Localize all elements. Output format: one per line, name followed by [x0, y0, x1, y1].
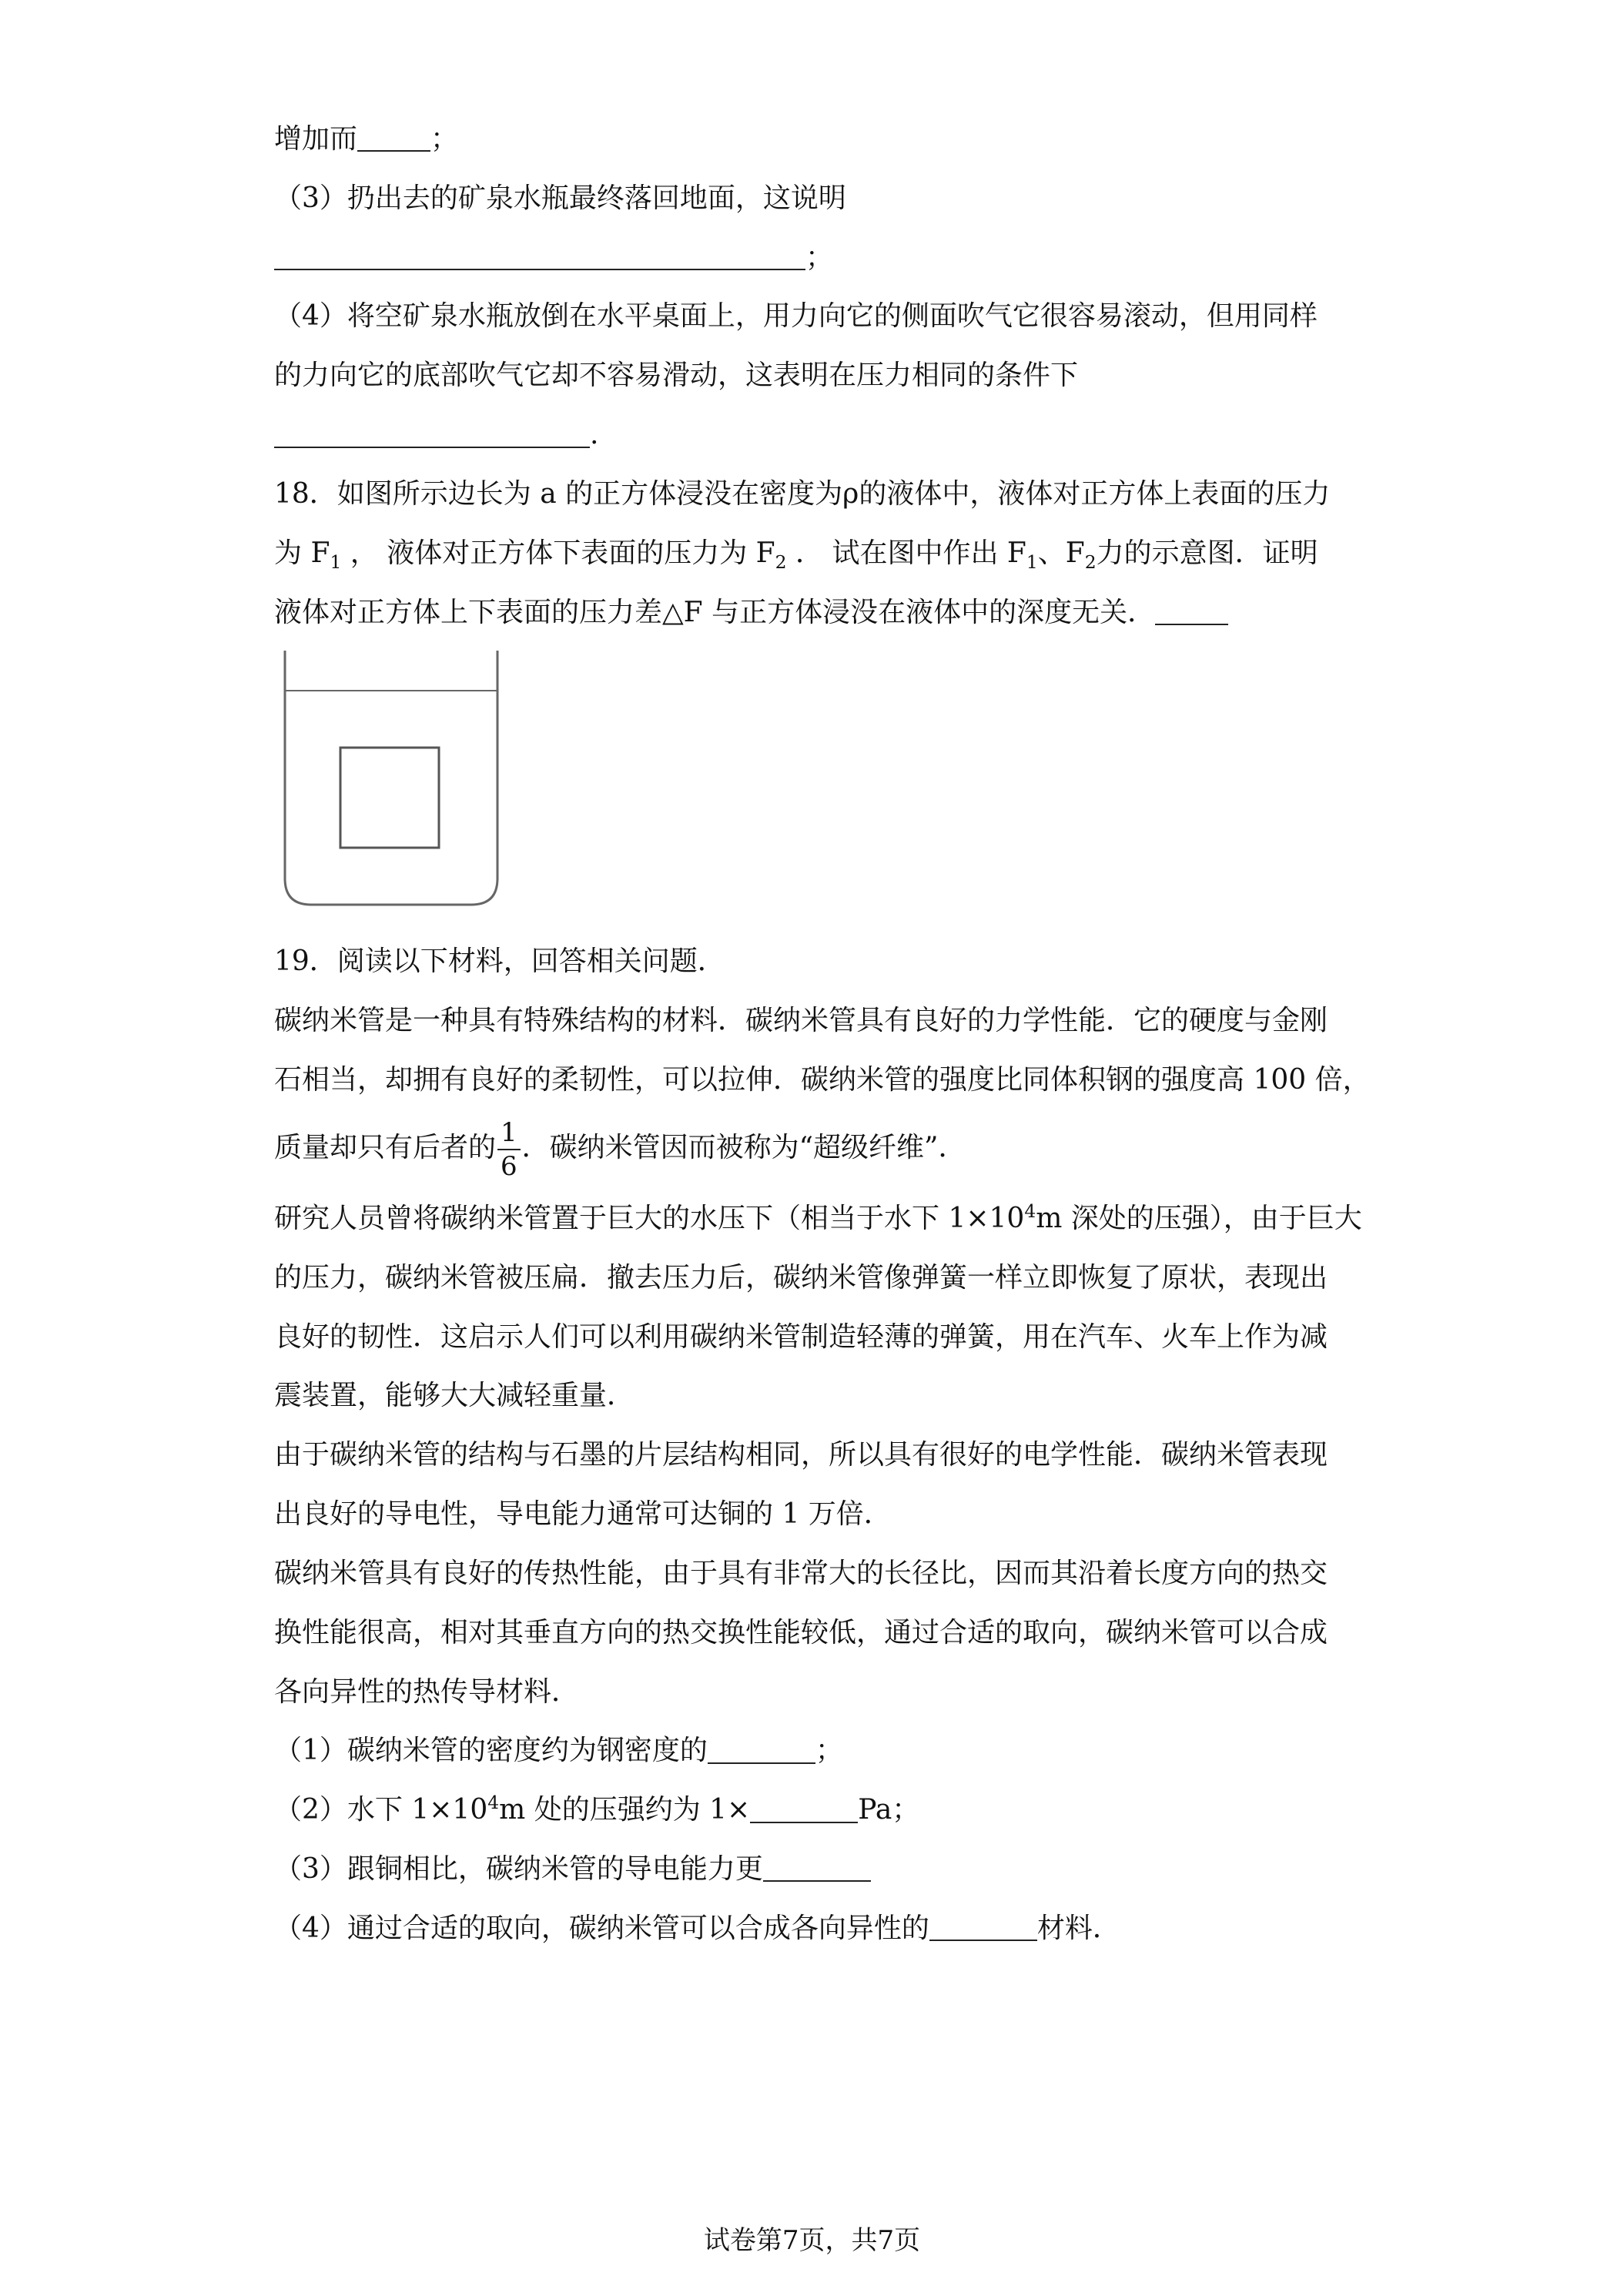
subscript: 2: [1084, 551, 1097, 573]
text-segment: （3）跟铜相比，碳纳米管的导电能力更: [274, 1853, 763, 1886]
q17-item-4-line1: [274, 296, 1368, 336]
q19-p2-line1: [274, 1199, 1368, 1239]
text-segment: ；: [805, 241, 834, 273]
q17-item-3: [274, 179, 1368, 219]
text-segment: 力的示意图．证明: [1096, 537, 1318, 569]
text-segment: 碳纳米管是一种具有特殊结构的材料．碳纳米管具有良好的力学性能．它的硬度与金刚: [274, 1005, 1328, 1037]
text-segment: ；: [815, 1735, 843, 1767]
text-segment: 各向异性的热传导材料．: [274, 1675, 580, 1708]
text-segment: 质量却只有后者的: [274, 1131, 497, 1163]
text-segment: （4）将空矿泉水瓶放倒在水平桌面上，用力向它的侧面吹气它很容易滚动，但用同样: [274, 300, 1318, 333]
page-footer: 试卷第7页，共7页: [703, 2225, 921, 2256]
text-segment: （3）扔出去的矿泉水瓶最终落回地面，这说明: [274, 182, 846, 214]
answer-blank[interactable]: [750, 1791, 858, 1823]
text-segment: 的力向它的底部吹气它却不容易滑动，这表明在压力相同的条件下: [274, 360, 1079, 392]
text-segment: Pa；: [858, 1794, 920, 1826]
q17-item-4-line2: [274, 356, 1368, 396]
text-segment: 、F: [1037, 537, 1085, 569]
page-content: [274, 119, 1371, 1949]
q19-p1-line3: [274, 1116, 1368, 1182]
q18-line3: [274, 593, 1368, 633]
text-segment: 材料．: [1036, 1912, 1120, 1944]
q17-line-continuation: [274, 119, 1368, 159]
fraction-numerator: 1: [497, 1120, 521, 1150]
answer-blank[interactable]: [929, 1909, 1037, 1942]
text-segment: ， 液体对正方体下表面的压力为 F: [350, 537, 775, 569]
q19-p4-line3: [274, 1672, 1368, 1712]
q18-line2: [274, 534, 1368, 574]
answer-blank[interactable]: [357, 120, 430, 152]
text-segment: 碳纳米管具有良好的传热性能，由于具有非常大的长径比，因而其沿着长度方向的热交: [274, 1557, 1328, 1589]
text-segment: 增加而: [274, 123, 358, 155]
answer-blank[interactable]: [274, 416, 590, 448]
q19-p4-line2: [274, 1613, 1368, 1653]
text-segment: 的压力，碳纳米管被压扁．撤去压力后，碳纳米管像弹簧一样立即恢复了原状，表现出: [274, 1261, 1328, 1294]
fraction-denominator: 6: [501, 1150, 517, 1182]
text-segment: ．碳纳米管因而被称为“超级纤维”．: [521, 1131, 966, 1163]
q19-p4-line1: [274, 1554, 1368, 1594]
text-segment: 由于碳纳米管的结构与石墨的片层结构相同，所以具有很好的电学性能．碳纳米管表现: [274, 1439, 1328, 1471]
text-segment: 石相当，却拥有良好的柔韧性，可以拉伸．碳纳米管的强度比同体积钢的强度高 100 倍，: [274, 1064, 1371, 1096]
answer-blank[interactable]: [763, 1850, 871, 1883]
q17-item-3-answer-line: [274, 238, 1368, 278]
subscript: 1: [1026, 551, 1038, 573]
text-segment: 震装置，能够大大减轻重量．: [274, 1380, 635, 1412]
q19-question-4: [274, 1909, 1368, 1949]
q19-p1-line1: [274, 1001, 1368, 1041]
superscript: 4: [487, 1792, 500, 1814]
q18-figure-container: [274, 646, 528, 920]
answer-blank[interactable]: [274, 238, 805, 270]
text-segment: 良好的韧性．这启示人们可以利用碳纳米管制造轻薄的弹簧，用在汽车、火车上作为减: [274, 1320, 1328, 1353]
q19-p3-line2: [274, 1494, 1368, 1535]
text-segment: 出良好的导电性，导电能力通常可达铜的 1 万倍．: [274, 1498, 892, 1531]
answer-blank[interactable]: [708, 1732, 815, 1764]
container-wall: [285, 651, 497, 905]
text-segment: 19．阅读以下材料，回答相关问题．: [274, 946, 725, 978]
answer-blank[interactable]: [1155, 593, 1228, 625]
q19-question-2: [274, 1790, 1368, 1830]
fraction-one-sixth: [497, 1116, 521, 1182]
q19-p1-line2: [274, 1060, 1371, 1100]
text-segment: 18．如图所示边长为 a 的正方体浸没在密度为ρ的液体中，液体对正方体上表面的压力: [274, 477, 1331, 510]
text-segment: （2）水下 1×10: [274, 1794, 488, 1826]
text-segment: 研究人员曾将碳纳米管置于巨大的水压下（相当于水下 1×10: [274, 1202, 1025, 1234]
text-segment: 换性能很高，相对其垂直方向的热交换性能较低，通过合适的取向，碳纳米管可以合成: [274, 1616, 1328, 1648]
superscript: 4: [1024, 1200, 1036, 1222]
q18-line1: [274, 474, 1368, 514]
q19-p2-line4: [274, 1376, 1368, 1416]
cube-in-liquid-figure: [274, 646, 528, 920]
subscript: 1: [330, 551, 342, 573]
q19-title: [274, 942, 1368, 982]
subscript: 2: [775, 551, 787, 573]
q17-item-4-answer-line: [274, 415, 1368, 455]
text-segment: 为 F: [274, 537, 330, 569]
cube-square: [340, 748, 439, 848]
text-segment: ． 试在图中作出 F: [795, 537, 1026, 569]
text-segment: （4）通过合适的取向，碳纳米管可以合成各向异性的: [274, 1912, 929, 1944]
text-segment: ；: [430, 123, 459, 155]
text-segment: 液体对正方体上下表面的压力差△F 与正方体浸没在液体中的深度无关．: [274, 596, 1156, 628]
text-segment: m 处的压强约为 1×: [499, 1794, 751, 1826]
text-segment: （1）碳纳米管的密度约为钢密度的: [274, 1735, 708, 1767]
q19-question-1: [274, 1731, 1368, 1771]
q19-p2-line2: [274, 1258, 1368, 1298]
text-segment: .: [590, 419, 599, 451]
q19-question-3: [274, 1849, 1368, 1889]
q19-p3-line1: [274, 1435, 1368, 1475]
text-segment: m 深处的压强），由于巨大: [1036, 1202, 1362, 1234]
q19-p2-line3: [274, 1317, 1368, 1357]
